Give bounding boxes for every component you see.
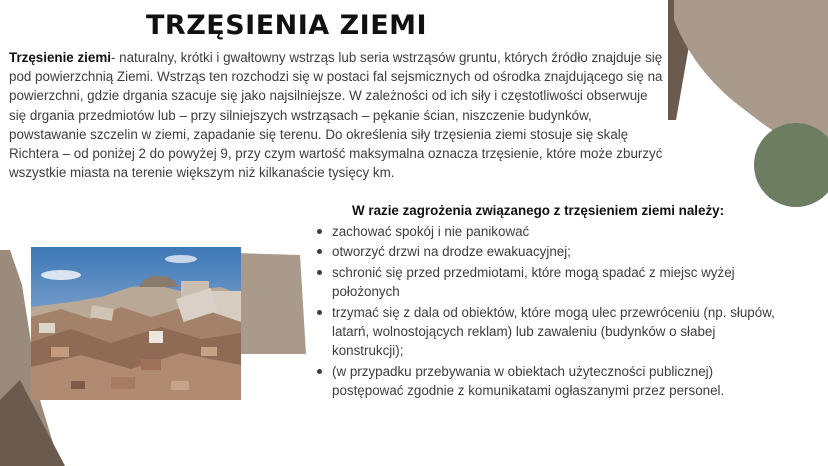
page-title: TRZĘSIENIA ZIEMI [146,10,428,41]
advice-item: zachować spokój i nie panikować [314,222,784,241]
photo-backing-shape [234,253,306,354]
advice-item: otworzyć drzwi na drodze ewakuacyjnej; [314,242,784,261]
rubble-photo [31,247,241,400]
green-circle-shape [754,123,828,207]
advice-heading: W razie zagrożenia związanego z trzęsieniem ziemi należy: [352,203,725,218]
advice-item: (w przypadku przebywania w obiektach użyteczności publicznej) postępować zgodnie z komunikatami ogłaszanymi przez personel. [314,362,784,401]
intro-text: - naturalny, krótki i gwałtowny wstrząs lub seria wstrząsów gruntu, których źródło znajduje się pod powierzchnią Ziemi. Wstrząs ten rozchodzi się w postaci fal sejsmicznych od ośrodka znajdującego się na powierzchni, gdzie drgania szacuje się jako najsilniejsze. W zależności od ich siły i częstotliwości obserwuje się drgania przedmiotów lub – przy silniejszych wstrząsach – pękanie ścian, niszczenie budynków, powstawanie szczelin w ziemi, zapadanie się terenu. Do określenia siły trzęsienia ziemi stosuje się skalę Richtera – od poniżej 2 do powyżej 9, przy czym wartość maksymalna oznacza trzęsienie, które może zburzyć wszystkie miasta na terenie większym niż kilkanaście tysięcy km. [9,50,663,181]
intro-term: Trzęsienie ziemi [9,50,111,65]
advice-item: trzymać się z dala od obiektów, które mogą ulec przewróceniu (np. słupów, latarń, wolnostojących reklam) lub zawaleniu (budynków o słabej konstrukcji); [314,303,784,361]
advice-list [314,222,784,402]
intro-paragraph [9,48,664,182]
advice-item: schronić się przed przedmiotami, które mogą spadać z miejsc wyżej położonych [314,263,784,302]
